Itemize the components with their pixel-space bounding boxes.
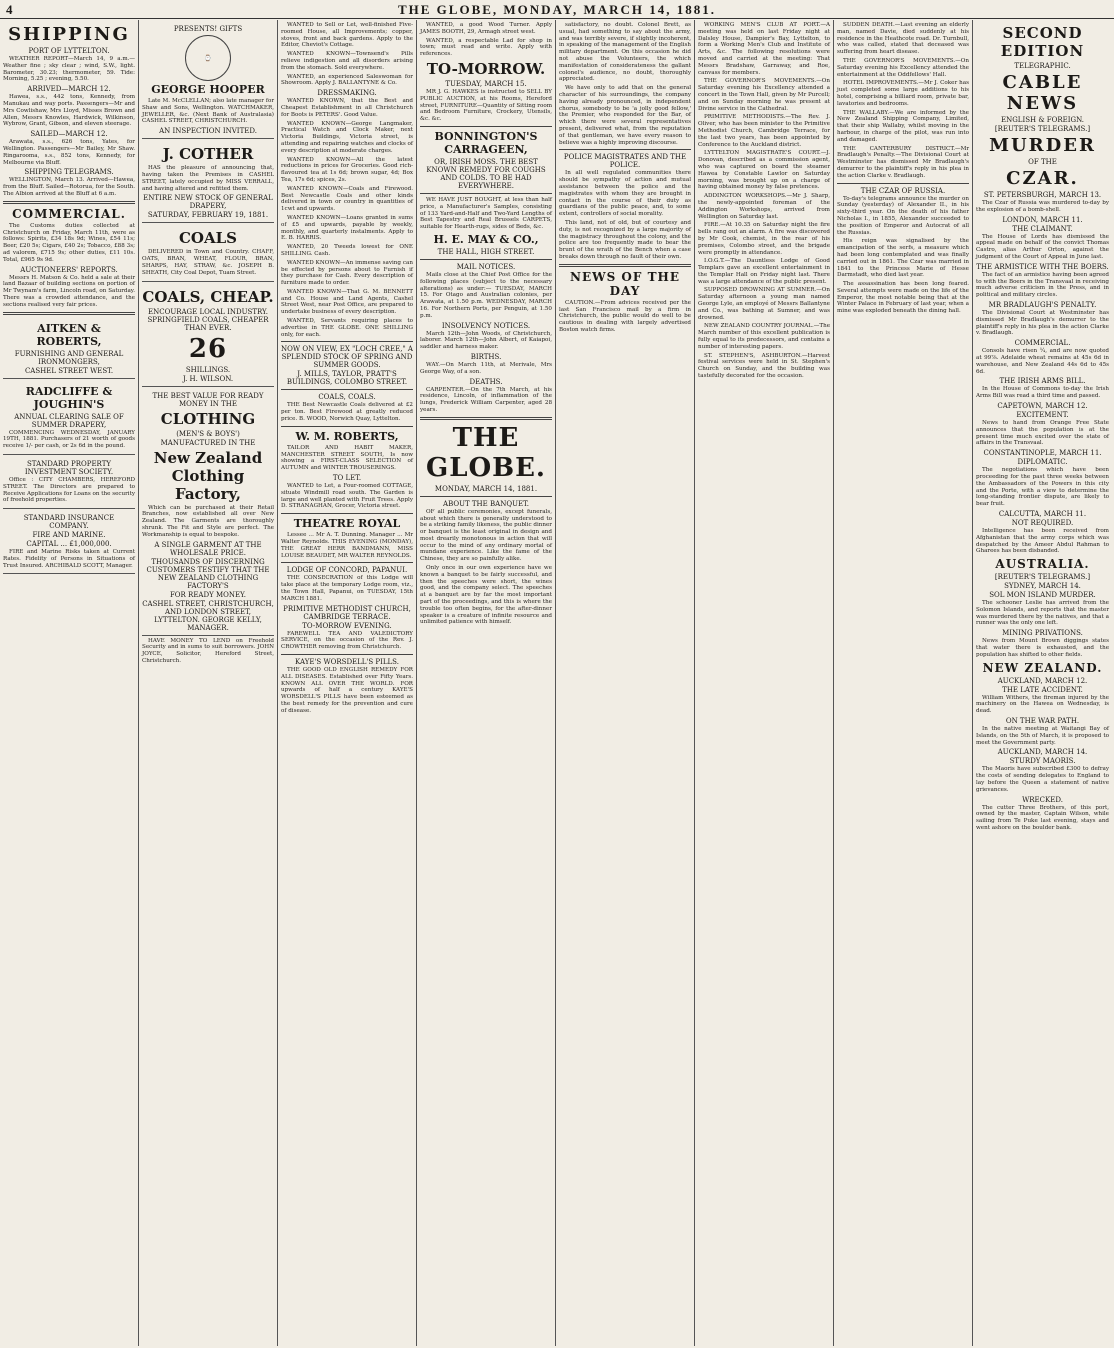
cother-date: SATURDAY, FEBRUARY 19, 1881. bbox=[147, 211, 269, 220]
news-item-6: FIRE.—At 10.35 on Saturday night the fire bells rang out an alarm. A fire was discovered by Mr Cook, chemist, in the rear of his premises, Colombo street, and the brigade were promptly in attendance. bbox=[698, 222, 830, 256]
wanted-ad-11: WANTED KNOWN—That G. M. BENNETT and Co. House and Land Agents, Cashel Street West, near Post Office, are prepared to undertake business of every description. bbox=[281, 288, 413, 316]
coals-cheap-ad bbox=[142, 284, 274, 387]
czar-para-1: To-day's telegrams announce the murder on Sunday (yesterday) of Alexander II., in his sixty-third year. On the death of his father Nicholas I., in 1855, Alexander succeeded to the position of Emperor and Autocrat of all the Russias. bbox=[837, 195, 969, 236]
police-para-2: This land, not of old, but of courtesy and duty, is not recognized by a large majority of the magistracy throughout the colony, and the police are too frequently made to bear the brunt of the wrath of the Bench when a case breaks down through no fault of their own. bbox=[559, 219, 691, 260]
kaye-heading: KAYE'S WORSDELL'S PILLS. bbox=[295, 658, 399, 666]
auction-text: MR J. G. HAWKES is instructed to SELL BY PUBLIC AUCTION, at his Rooms, Hereford street, FURNITURE—Quantity of Sitting room and Bedroom Furniture, Crockery, Utensils, &c. &c. bbox=[420, 88, 552, 123]
deaths-text: CARPENTER.—On the 7th March, at his residence, Lincoln, of inflammation of the lungs, Frederick William Carpenter, aged 28 years. bbox=[420, 386, 552, 413]
auctioneers-text: Messrs H. Matson & Co. held a sale at their land Bazaar of building sections on portion of Mr Twynam's farm, Lincoln road, on Saturday. There was a crowded attendance, and the sections realised very fair prices. bbox=[3, 274, 135, 308]
births-text: WAY.—On March 11th, at Merivale, Mrs George Way, of a son. bbox=[420, 361, 552, 375]
news-item-11: SUDDEN DEATH.—Last evening an elderly man, named Davie, died suddenly at his residence in the Heathcote road. Dr. Turnbull, who was called, stated that deceased was suffering from heart disease. bbox=[837, 22, 969, 56]
hooper-text: Late M. McCLELLAN; also late manager for Shaw and Sons, Wellington. WATCHMAKER, JEWELLER, &c. (Next Bank of Australasia) CASHEL STREET, CHRISTCHURCH. bbox=[142, 98, 274, 125]
wilson-name: J. H. WILSON. bbox=[182, 374, 234, 383]
to-let-text: WANTED to Let, a Four-roomed COTTAGE, situate Windmill road south. The Garden is large and well planted with Fruit Trees. Apply D. STRANAGHAN, Grocer, Victoria street. bbox=[281, 483, 413, 510]
leader-para-2: Only once in our own experience have we known a banquet to be fairly successful, and then the speeches were short, the wines good, and the company select. The speeches at a banquet are by far the most important part of the proceedings, and this is where the trouble too often begins, for the after-dinner speaker is a creature of infinite resource and unlimited patience with himself. bbox=[420, 565, 552, 626]
insurance-subtitle: FIRE AND MARINE. bbox=[32, 531, 106, 540]
columns bbox=[0, 20, 1114, 1348]
to-let-heading: TO LET. bbox=[332, 474, 362, 483]
warpath-text: In the native meeting at Waitangi Bay of Islands, on the 5th of March, it is proposed to meet the Government party. bbox=[976, 726, 1109, 746]
wanted-ad-6: WANTED KNOWN—All the latest reductions in prices for Groceries. Good rich-flavoured tea at 1s 6d; brown sugar, 4d; Box Tea, 17s 6d; spices, 2s. bbox=[281, 156, 413, 183]
news-item-12: THE GOVERNOR'S MOVEMENTS.—On Saturday evening his Excellency attended the entertainment at the Oddfellows' Hall. bbox=[837, 57, 969, 78]
aitken-title: AITKEN & ROBERTS, bbox=[36, 321, 102, 348]
testify: THOUSANDS OF DISCERNING CUSTOMERS TESTIFY THAT THE NEW ZEALAND CLOTHING FACTORY'S bbox=[146, 557, 270, 590]
leader-para-4: We have only to add that on the general character of his surroundings, the company having already pronounced, in independent chorus, somebody to be 'a jolly good fellow,' the Premier, who responded for the Bar, of which there were several representatives present, delivered what, from the reputation of that gentleman, we have every reason to believe was a highly improving discourse. bbox=[559, 85, 691, 146]
czar-para-3: The assassination has been long feared. Several attempts were made on the life of the Emperor, the most notable being that at the Winter Palace in February of last year, when a mine was exploded beneath the dining hall. bbox=[837, 281, 969, 315]
arrived-text: Hawea, s.s., 442 tons, Kennedy, from Manukau and way ports. Passengers—Mr and Mrs Cowlishaw, Mrs Lloyd, Misses Brown and Allen, Messrs Knowles, Hardwick, Wilkinson, Wybrow, Grant, Gibson, and eleven steerage. bbox=[3, 94, 135, 128]
wanted-ad-12: WANTED, Servants requiring places to advertise in THE GLOBE. ONE SHILLING only, for each. bbox=[281, 318, 413, 338]
methodist-heading: PRIMITIVE METHODIST CHURCH, CAMBRIDGE TERRACE. bbox=[283, 604, 411, 621]
commercial-text: The Customs duties collected at Christchurch on Friday, March 11th, were as follows: Spirits, £34 18s 9d; Wines, £54 11s; Beer, £20 5s; Cigars, £40 2s; Tobacco, £88 3s; ad valorem, £715 9s; other duties, £11 10s. Total, £965 9s 9d. bbox=[3, 222, 135, 263]
coals2-text: THE Best Newcastle Coals delivered at £2 per ton. Best Firewood at greatly reduced price. B. WOOD, Norwich Quay, Lyttelton. bbox=[281, 402, 413, 423]
insolvency-heading: INSOLVENCY NOTICES. bbox=[441, 321, 531, 330]
globe-date: MONDAY, MARCH 14, 1881. bbox=[434, 484, 538, 493]
accident-text: William Withers, the fireman injured by the machinery on the Hawea on Wednesday, is dead. bbox=[976, 694, 1109, 715]
standard-property-ad bbox=[3, 457, 135, 509]
wanted-ad-4: WANTED KNOWN, that the Best and Cheapest Establishment in all Christchurch for Boots is PETERS'. Good Value. bbox=[281, 98, 413, 118]
auckland-dateline: AUCKLAND, MARCH 12. bbox=[997, 676, 1088, 685]
farewell-text: FAREWELL TEA AND VALEDICTORY SERVICE, on the occasion of the Rev. J. CROWTHER removing from Christchurch. bbox=[281, 630, 413, 651]
commercial-heading: COMMERCIAL. bbox=[12, 206, 126, 221]
mail-text: Mails close at the Chief Post Office for the following places (subject to the necessary alterations) as under:— TUESDAY, MARCH 15. For Otago and Australian colonies, per Arawata, at 1.50 p.m. WEDNESDAY, MARCH 16. For Northern Ports, per Penguin, at 1.50 p.m. bbox=[420, 271, 552, 319]
armistice-text: The fact of an armistice having been agreed to with the Boers in the Transvaal in receiving much adverse criticism in the Press, and in political and military circles. bbox=[976, 271, 1109, 299]
wanted-ad-5: WANTED KNOWN—George Langmaker, Practical Watch and Clock Maker, next Victoria Buildings, Victoria street, is attending and repairing watches and clocks of every description at moderate charges. bbox=[281, 120, 413, 154]
czar-para-2: His reign was signalised by the emancipation of the serfs, a measure which had been long contemplated and was finally carried out in 1861. The Czar was married in 1841 to the Princess Marie of Hesse Darmstadt, who died last year. bbox=[837, 238, 969, 279]
wanted-ad-8: WANTED KNOWN—Loans granted in sums of £5 and upwards, payable by weekly, monthly, and quarterly instalments. Apply to E. B. HARRIS. bbox=[281, 214, 413, 242]
nz-clothing-factory: New Zealand Clothing Factory, bbox=[153, 448, 263, 503]
insurance-title: STANDARD INSURANCE COMPANY. bbox=[23, 514, 115, 531]
standard-text: Office : CITY CHAMBERS, HEREFORD STREET. The Directors are prepared to Receive Applications for Loans on the security of freehold properties. bbox=[3, 476, 135, 504]
claimant-heading: THE CLAIMANT. bbox=[1012, 224, 1073, 233]
irish-heading: THE IRISH ARMS BILL. bbox=[999, 377, 1086, 386]
encourage-text: ENCOURAGE LOCAL INDUSTRY. SPRINGFIELD COALS, CHEAPER THAN EVER. bbox=[147, 307, 269, 332]
mining-text: News from Mount Brown diggings states that water there is exhausted, and the population has shifted to other fields. bbox=[976, 638, 1109, 658]
wanted-ad-7: WANTED KNOWN—Coals and Firewood. Best Newcastle Coals and other kinds delivered in town or country in quantities of 1cwt and upwards. bbox=[281, 185, 413, 213]
watch-emblem-icon: ⌚ bbox=[185, 35, 231, 81]
news-item-7: I.O.G.T.—The Dauntless Lodge of Good Templars gave an excellent entertainment in the Templar Hall on Friday night last. There was a large attendance of the public present. bbox=[698, 258, 830, 285]
coal-price-unit: SHILLINGS. bbox=[185, 365, 231, 374]
standard-title: STANDARD PROPERTY INVESTMENT SOCIETY. bbox=[24, 459, 114, 476]
roberts-title: W. M. ROBERTS, bbox=[295, 429, 399, 443]
lad-wanted-ad: WANTED, a respectable Lad for shop in town; must read and write. Apply with references. bbox=[420, 37, 552, 58]
english-foreign: ENGLISH & FOREIGN. bbox=[1000, 116, 1085, 124]
column-7 bbox=[834, 20, 973, 1346]
tuesday-date: TUESDAY, MARCH 15. bbox=[445, 79, 527, 88]
excitement-text: News to hand from Orange Free State announces that the population is at the present time much excited over the state of affairs in the Transvaal. bbox=[976, 419, 1109, 447]
sailed-text: Arawata, s.s., 626 tons, Yates, for Wellington. Passengers—Mr Bailey, Mr Shaw. Ringarooma, s.s., 852 tons, Kennedy, for Melbourne via Bluff. bbox=[3, 139, 135, 166]
deaths-heading: DEATHS. bbox=[469, 377, 503, 386]
cable-news: CABLE NEWS bbox=[1002, 72, 1083, 114]
shipping-heading: SHIPPING bbox=[8, 24, 130, 45]
column-4 bbox=[417, 20, 556, 1346]
dressmaking-heading: DRESSMAKING. bbox=[317, 89, 377, 98]
radcliffe-ad bbox=[3, 381, 135, 455]
hooper-ad bbox=[142, 22, 274, 139]
tomorrow-heading: TO-MORROW. bbox=[426, 59, 546, 78]
news-heading: NEWS OF THE DAY bbox=[570, 269, 680, 298]
roberts-text: TAILOR AND HABIT MAKER, MANCHESTER STREET SOUTH, Is now showing a FIRST-CLASS SELECTION of AUTUMN and WINTER TROUSERINGS. bbox=[281, 444, 413, 472]
telegraphic: TELEGRAPHIC. bbox=[1014, 62, 1071, 70]
arrived-heading: ARRIVED—MARCH 12. bbox=[27, 85, 111, 94]
banquet-heading: ABOUT THE BANQUET. bbox=[443, 499, 529, 508]
radcliffe-text: COMMENCING WEDNESDAY, JANUARY 19TH, 1881. Purchasers of 21 worth of goods receive 1/- per cash, or 2s 6d in the pound. bbox=[3, 429, 135, 450]
best-value: THE BEST VALUE FOR READY MONEY IN THE bbox=[152, 391, 264, 408]
coal-price: 26 bbox=[188, 333, 228, 364]
clothing-title: CLOTHING bbox=[160, 409, 256, 428]
nz-heading: NEW ZEALAND. bbox=[982, 660, 1103, 675]
australia-heading: AUSTRALIA. bbox=[995, 557, 1090, 572]
coals-title: COALS bbox=[178, 229, 238, 248]
aitken-subtitle: FURNISHING AND GENERAL IRONMONGERS, bbox=[14, 349, 124, 366]
shipping-telegrams-text: WELLINGTON, March 13. Arrived—Hawea, from the Bluff. Sailed—Rotorua, for the South. The Albion arrived at the Bluff at 6 a.m. bbox=[3, 177, 135, 197]
port-heading: PORT OF LYTTELTON. bbox=[28, 47, 110, 55]
wholesale-price: A SINGLE GARMENT AT THE WHOLESALE PRICE. bbox=[154, 540, 262, 557]
page-number: 4 bbox=[6, 2, 13, 17]
stpete-text: The Czar of Russia was murdered to-day by the explosion of a bomb-shell. bbox=[976, 200, 1109, 213]
theatre-title: THEATRE ROYAL bbox=[293, 517, 401, 531]
stpete-dateline: ST. PETERSBURGH, MARCH 13. bbox=[983, 191, 1102, 199]
may-title: H. E. MAY & CO., bbox=[433, 232, 539, 246]
wanted-ad-9: WANTED, 20 Tweeds lowest for ONE SHILLING. Cash. bbox=[281, 244, 413, 257]
diplomatic-heading: DIPLOMATIC. bbox=[1017, 458, 1068, 467]
not-required-text: Intelligence has been received from Afghanistan that the army corps which was despatched by the Ameer Abdul Rahman to Gharees has been disbanded. bbox=[976, 527, 1109, 555]
coals-cheap-title: COALS, CHEAP. bbox=[142, 287, 274, 306]
lodge-text: THE CONSECRATION of this Lodge will take place at the temporary Lodge room, viz., the Town Hall, Papanui, on TUESDAY, 15th MARCH 1881. bbox=[281, 575, 413, 602]
news-item-1: WORKING MEN'S CLUB AT PORT.—A meeting was held on last Friday night at Dalsley House, Dampier's Bay, Lyttelton, to form a Working Men's Club and Institute of Arts, &c. The following resolutions were moved and carried at the meeting: That Messrs Bradshaw, Garraway, and Roe, canvass for members. bbox=[698, 22, 830, 76]
column-5 bbox=[556, 20, 695, 1346]
wanted-ad-3: WANTED, an experienced Saleswoman for Showroom. Apply J. BALLANTYNE & Co. bbox=[281, 73, 413, 87]
irish-text: In the House of Commons to-day the Irish Arms Bill was read a third time and passed. bbox=[976, 386, 1109, 400]
standard-insurance-ad bbox=[3, 511, 135, 574]
reuter-tag: [REUTER'S TELEGRAMS.] bbox=[994, 125, 1091, 133]
police-heading: POLICE MAGISTRATES AND THE POLICE. bbox=[563, 153, 687, 170]
births-heading: BIRTHS. bbox=[470, 352, 502, 361]
london-dateline: LONDON, MARCH 11. bbox=[1002, 215, 1083, 224]
commercial-text-2: Consols have risen ¼, and are now quoted at 99⅞. Adelaide wheat remains at 45s 6d in warehouse, and New Zealand 44s 6d to 45s 6d. bbox=[976, 348, 1109, 375]
column-1 bbox=[0, 20, 139, 1346]
armistice-heading: THE ARMISTICE WITH THE BOERS. bbox=[976, 262, 1109, 271]
mining-heading: MINING PRIVATIONS. bbox=[1002, 629, 1083, 638]
lodge-heading: LODGE OF CONCORD, PAPANUI. bbox=[286, 566, 408, 575]
ready-money: FOR READY MONEY. bbox=[169, 590, 247, 599]
insurance-text: FIRE and Marine Risks taken at Current Rates. Fidelity of Persons in Situations of Trust Insured. ARCHIBALD SCOTT, Manager. bbox=[3, 549, 135, 569]
cother-text: HAS the pleasure of announcing that, having taken the Premises in CASHEL STREET, lately occupied by MISS VERRALL, and having altered and refitted them. bbox=[142, 165, 274, 192]
tomorrow-evening: TO-MORROW EVENING. bbox=[302, 621, 392, 630]
hooper-title: GEORGE HOOPER bbox=[151, 83, 265, 96]
mens-boys: (MEN'S & BOYS') bbox=[176, 429, 240, 438]
manufactured: MANUFACTURED IN THE bbox=[160, 438, 256, 447]
of-the: OF THE bbox=[1028, 158, 1057, 166]
accident-heading: THE LATE ACCIDENT. bbox=[1002, 685, 1083, 694]
aitken-street: CASHEL STREET WEST. bbox=[24, 366, 114, 375]
news-item-10: ST. STEPHEN'S, ASHBURTON.—Harvest festival services were held in St. Stephen's Church on Sunday, and the building was tastefully decorated for the occasion. bbox=[698, 352, 830, 380]
cother-title: J. COTHER bbox=[162, 145, 254, 164]
insolvency-text: March 12th—John Woods, of Christchurch, laborer. March 12th—John Albert, of Kaiapoi, saddler and harness maker. bbox=[420, 330, 552, 351]
shipping-telegrams-heading: SHIPPING TELEGRAMS. bbox=[24, 168, 114, 177]
gifts-heading: PRESENTS! GIFTS bbox=[173, 25, 243, 33]
wrecked-heading: WRECKED. bbox=[1022, 795, 1063, 804]
radcliffe-subtitle: ANNUAL CLEARING SALE OF SUMMER DRAPERY, bbox=[14, 412, 124, 429]
news-text: CAUTION.—From advices received per the last San Francisco mail by a firm in Christchurch, the public would do well to be cautious in dealing with largely advertised Boston watch firms. bbox=[559, 299, 691, 333]
wanted-ad-10: WANTED KNOWN—An immense saving can be effected by persons about to Furnish if they purchase for Cash. Every description of furniture made to order. bbox=[281, 259, 413, 287]
bonnington-text: OR, IRISH MOSS. THE BEST KNOWN REMEDY FOR COUGHS AND COLDS. TO BE HAD EVERYWHERE. bbox=[426, 157, 546, 190]
loch-cree-ad: NOW ON VIEW, EX "LOCH CREE," A SPLENDID STOCK OF SPRING AND SUMMER GOODS. bbox=[281, 345, 413, 370]
globe-title: THE GLOBE. bbox=[426, 422, 546, 483]
news-item-4: LYTTELTON MAGISTRATE'S COURT.—J. Donovan, described as a commission agent, who was captured on board the steamer Hawea by Constable Lawlor on Saturday morning, was brought up on a charge of having obtained money by false pretences. bbox=[698, 150, 830, 191]
wanted-ad-1: WANTED to Sell or Let, well-finished Five-roomed House, all Improvements; copper, stoves, front and back gardens. Apply to the Editor, Cheviot's Cottage. bbox=[281, 22, 413, 49]
theatre-text: Lessee ... Mr A. T. Dunning. Manager ... Mr Walter Reynolds. THIS EVENING (MONDAY), THE GREAT HERR BANDMANN, MISS LOUISE BEAUDET, MR WALTER REYNOLDS. bbox=[281, 532, 413, 559]
news-item-13: HOTEL IMPROVEMENTS.—Mr J. Coker has just completed some large additions to his hotel, comprising a billiard room, private bar, lavatories and bedrooms. bbox=[837, 80, 969, 107]
money-to-lend: HAVE MONEY TO LEND on Freehold Security and in sums to suit borrowers. JOHN JOYCE, Solicitor, Hereford Street, Christchurch. bbox=[142, 637, 274, 664]
kaye-text: THE GOOD OLD ENGLISH REMEDY FOR ALL DISEASES. Established over Fifty Years. KNOWN ALL OVER THE WORLD. FOR upwards of half a century KAYE'S WORSDELL'S PILLS have been esteemed as the best remedy for the prevention and cure of disease. bbox=[281, 667, 413, 714]
coals-ad bbox=[142, 225, 274, 281]
insurance-capital: CAPITAL ... £1,000,000. bbox=[26, 540, 112, 549]
mail-heading: MAIL NOTICES. bbox=[456, 262, 516, 271]
column-6 bbox=[695, 20, 834, 1346]
claimant-text: The House of Lords has dismissed the appeal made on behalf of the convict Thomas Castro, alias Arthur Orton, against the judgment of the Court of Appeal in June last. bbox=[976, 233, 1109, 260]
carpets-text: WE HAVE JUST BOUGHT, at less than half price, a Manufacturer's Samples, consisting of 133 Yard-and-Half and Two-Yard Lengths of Best Tapestry and Real Brussels CARPETS, suitable for Hearth-rugs, sides of Beds, &c. bbox=[420, 196, 552, 231]
column-3 bbox=[278, 20, 417, 1346]
commercial-heading-2: COMMERCIAL. bbox=[1014, 339, 1071, 348]
calcutta-dateline: CALCUTTA, MARCH 11. bbox=[998, 509, 1087, 518]
wrecked-text: The cutter Three Brothers, of this port, owned by the master, Captain Wilson, while sailing from Te Puke last evening, stays and went ashore on the boulder bank. bbox=[976, 804, 1109, 832]
bonnington-title: BONNINGTON'S CARRAGEEN, bbox=[434, 129, 538, 156]
news-item-5: ADDINGTON WORKSHOPS.—Mr J. Sharp, the newly-appointed foreman of the Addington Workshops, arrived from Wellington on Saturday last. bbox=[698, 193, 830, 220]
news-item-3: PRIMITIVE METHODISTS.—The Rev. J. Oliver, who has been minister to the Primitive Methodist Church, Cambridge Terrace, for the last two years, has been appointed by Conference to the Auckland district. bbox=[698, 114, 830, 148]
bradlaugh-heading: MR BRADLAUGH'S PENALTY. bbox=[988, 300, 1097, 309]
weather-report: WEATHER REPORT—March 14, 9 a.m.—Weather fine ; sky clear ; wind, S.W., light. Barometer, 30.23; thermometer, 59. Tide: Morning, 5.25 ; evening, 5.50. bbox=[3, 56, 135, 83]
czar-heading: THE CZAR OF RUSSIA. bbox=[860, 186, 946, 195]
may-address: THE HALL, HIGH STREET. bbox=[437, 247, 535, 256]
sydney-dateline: SYDNEY, MARCH 14. bbox=[1004, 582, 1081, 591]
masthead-title: THE GLOBE, MONDAY, MARCH 14, 1881. bbox=[397, 2, 717, 17]
capetown-dateline: CAPETOWN, MARCH 12. bbox=[997, 401, 1088, 410]
aitken-roberts-ad bbox=[3, 318, 135, 379]
constantinople-dateline: CONSTANTINOPLE, MARCH 11. bbox=[983, 449, 1102, 458]
news-item-15: THE CANTERBURY DISTRICT.—Mr Bradlaugh's Penalty.—The Divisional Court at Westminster has dismissed Mr Bradlaugh's demurrer to the plaintiff's reply in his plea in the action Clarke v. Bradlaugh. bbox=[837, 145, 969, 179]
solomon-heading: SOL MON ISLAND MURDER. bbox=[989, 591, 1096, 600]
column-2 bbox=[139, 20, 278, 1346]
inspection-invited: AN INSPECTION INVITED. bbox=[159, 127, 257, 136]
coals-text: DELIVERED in Town and Country. CHAFF, OATS, BRAN, WHEAT, FLOUR, BRAN, SHARPS, HAY, STRAW, &c. JOSEPH B. SHEATH, City Coal Depot, Tuam Street. bbox=[142, 249, 274, 276]
cother-stock: ENTIRE NEW STOCK OF GENERAL DRAPERY, bbox=[143, 194, 273, 211]
cother-ad bbox=[142, 141, 274, 223]
auctioneers-heading: AUCTIONEERS' REPORTS. bbox=[20, 265, 118, 274]
news-item-14: THE WALLABY.—We are informed by the New Zealand Shipping Company, Limited, that their ship Wallaby, whilst moving in the harbour, in charge of the pilot, was run into and damaged. bbox=[837, 109, 969, 143]
sturdy-text: The Maoris have subscribed £300 to defray the costs of sending delegates to England to lay before the Queen a statement of native grievances. bbox=[976, 766, 1109, 793]
taylor-ad: J. MILLS, TAYLOR, PRATT'S BUILDINGS, COLOMBO STREET. bbox=[286, 370, 408, 387]
bradlaugh-text: The Divisional Court at Westminster has dismissed Mr Bradlaugh's demurrer to the plaintiff's reply in his plea in the action Clarke v. Bradlaugh. bbox=[976, 309, 1109, 337]
news-item-8: SUPPOSED DROWNING AT SUMNER.—On Saturday afternoon a young man named George Lyle, an employé of Messrs Ballantyne and Co., was bathing at Sumner, and was drowned. bbox=[698, 287, 830, 321]
sailed-heading: SAILED—MARCH 12. bbox=[30, 130, 108, 139]
masthead bbox=[0, 0, 1114, 19]
excitement-heading: EXCITEMENT. bbox=[1016, 410, 1069, 419]
auckland-dateline-2: AUCKLAND, MARCH 14. bbox=[997, 748, 1088, 757]
clothing-text: Which can be purchased at their Retail Branches, now established all over New Zealand. The Garments are thoroughly shrunk. The Fit and Style are perfect. The Workmanship is equal to bespoke. bbox=[142, 504, 274, 538]
radcliffe-title: RADCLIFFE & JOUGHIN'S bbox=[25, 384, 113, 411]
warpath-heading: ON THE WAR PATH. bbox=[1005, 717, 1080, 726]
wanted-ad-2: WANTED KNOWN—Townsend's Pills relieve indigestion and all disorders arising from the stomach. Sold everywhere. bbox=[281, 51, 413, 71]
leader-para-1: OF all public ceremonies, except funerals, about which there is generally understood to be a striking family likeness, the public dinner or banquet is the least original in design and most drearily monotonous in action that will occur to the mind of any ordinary mortal of mundane experience. Like the fame of the Chinese, they are so painfully alike. bbox=[420, 508, 552, 563]
column-8 bbox=[973, 20, 1112, 1346]
not-required-heading: NOT REQUIRED. bbox=[1011, 518, 1074, 527]
leader-para-3: satisfactory, no doubt. Colonel Brett, as usual, had something to say about the army, and was terribly severe, if slightly incoherent, in speaking of the management of the English military department. On this occasion he did not abuse the Volunteers, the which manifestation of considerateness the gallant colonel's audience, no doubt, thoroughly appreciated. bbox=[559, 22, 691, 83]
coals2-heading: COALS, COALS. bbox=[318, 393, 376, 402]
clothing-address: CASHEL STREET, CHRISTCHURCH, AND LONDON STREET, LYTTELTON. GEORGE KELLY, MANAGER. bbox=[142, 599, 274, 632]
police-para-1: In all well regulated communities there should be sympathy of action and mutual assistance between the police and the magistrates with whom they are brought in contact in the course of their duty as guardians of the public peace, and, to some extent, controllers of social morality. bbox=[559, 170, 691, 218]
solomon-text: The schooner Leslie has arrived from the Solomon Islands, and reports that the master was murdered there by the natives, and that a runner was the only one left. bbox=[976, 600, 1109, 627]
wood-turner-ad: WANTED, a good Wood Turner. Apply JAMES BOOTH, 29, Armagh street west. bbox=[420, 22, 552, 35]
news-item-9: NEW ZEALAND COUNTRY JOURNAL.—The March number of this excellent publication is fully equal to its predecessors, and contains a number of interesting papers. bbox=[698, 323, 830, 350]
murder-heading: MURDER bbox=[989, 135, 1096, 156]
reuter-tag-2: [REUTER'S TELEGRAMS.] bbox=[994, 573, 1091, 582]
second-edition: SECOND EDITION bbox=[1000, 24, 1085, 60]
clothing-factory-ad bbox=[142, 389, 274, 636]
diplomatic-text: The negotiations which have been proceeding for the past three weeks between the Ambassadors of the Powers in this city and the Porte, with a view to determine the long-standing frontier dispute, are likely to bear fruit. bbox=[976, 467, 1109, 508]
sturdy-heading: STURDY MAORIS. bbox=[1009, 757, 1076, 766]
czar-title: CZAR. bbox=[1006, 168, 1079, 189]
news-item-2: THE GOVERNOR'S MOVEMENTS.—On Saturday evening his Excellency attended a concert in the Town Hall, given by Mr Purcell; and on Sunday morning he was present at Divine service in the Cathedral. bbox=[698, 78, 830, 112]
